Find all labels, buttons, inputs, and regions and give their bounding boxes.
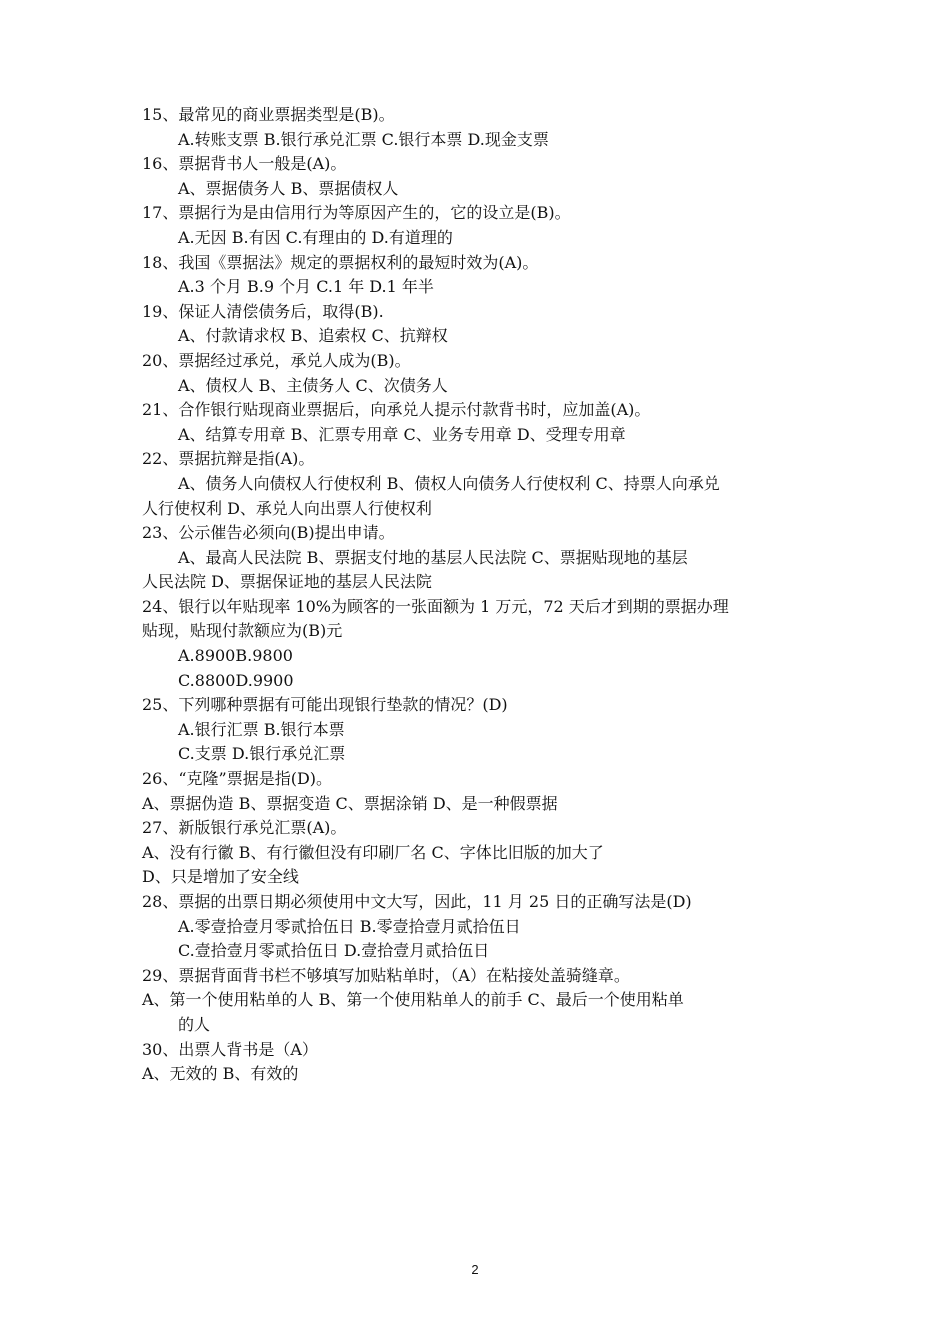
option-line: A、票据伪造 B、票据变造 C、票据涂销 D、是一种假票据 xyxy=(142,793,558,813)
option-line: A、债权人 B、主债务人 C、次债务人 xyxy=(178,375,448,395)
question-line: 23、公示催告必须向(B)提出申请。 xyxy=(142,523,395,543)
option-line: A.银行汇票 B.银行本票 xyxy=(178,719,345,739)
option-line: A.转账支票 B.银行承兑汇票 C.银行本票 D.现金支票 xyxy=(178,129,549,149)
option-line: A、债务人向债权人行使权利 B、债权人向债务人行使权利 C、持票人向承兑 xyxy=(178,473,720,493)
option-continuation-line: 人行使权利 D、承兑人向出票人行使权利 xyxy=(142,498,432,518)
option-continuation-line: 的人 xyxy=(178,1014,211,1034)
question-line: 18、我国《票据法》规定的票据权利的最短时效为(A)。 xyxy=(142,252,539,272)
question-line: 24、银行以年贴现率 10%为顾客的一张面额为 1 万元，72 天后才到期的票据办理 xyxy=(142,596,729,616)
question-line: 28、票据的出票日期必须使用中文大写，因此，11 月 25 日的正确写法是(D) xyxy=(142,892,692,911)
option-line: A、第一个使用粘单的人 B、第一个使用粘单人的前手 C、最后一个使用粘单 xyxy=(142,990,684,1010)
option-line: C.支票 D.银行承兑汇票 xyxy=(178,744,346,764)
question-line: 19、保证人清偿债务后，取得(B). xyxy=(142,301,384,321)
question-line: 16、票据背书人一般是(A)。 xyxy=(142,154,347,174)
option-line: A.3 个月 B.9 个月 C.1 年 D.1 年半 xyxy=(178,277,434,297)
question-continuation-line: 贴现，贴现付款额应为(B)元 xyxy=(142,621,343,641)
question-line: 22、票据抗辩是指(A)。 xyxy=(142,449,315,469)
question-line: 20、票据经过承兑，承兑人成为(B)。 xyxy=(142,350,411,370)
option-line: C.壹拾壹月零贰拾伍日 D.壹拾壹月贰拾伍日 xyxy=(178,941,490,961)
question-line: 17、票据行为是由信用行为等原因产生的，它的设立是(B)。 xyxy=(142,203,571,223)
option-line: A.无因 B.有因 C.有理由的 D.有道理的 xyxy=(178,227,453,247)
option-line: A.零壹拾壹月零贰拾伍日 B.零壹拾壹月贰拾伍日 xyxy=(178,916,521,936)
document-body xyxy=(142,103,842,1087)
option-line: D、只是增加了安全线 xyxy=(142,867,299,887)
question-line: 15、最常见的商业票据类型是(B)。 xyxy=(142,105,395,124)
option-line: A、最高人民法院 B、票据支付地的基层人民法院 C、票据贴现地的基层 xyxy=(178,547,688,567)
question-line: 30、出票人背书是（A） xyxy=(142,1039,318,1059)
question-line: 21、合作银行贴现商业票据后，向承兑人提示付款背书时，应加盖(A)。 xyxy=(142,400,651,420)
option-line: A.8900B.9800 xyxy=(178,646,293,666)
option-continuation-line: 人民法院 D、票据保证地的基层人民法院 xyxy=(142,572,432,592)
question-line: 26、“克隆”票据是指(D)。 xyxy=(142,769,333,789)
option-line: C.8800D.9900 xyxy=(178,670,294,690)
option-line: A、无效的 B、有效的 xyxy=(142,1064,299,1084)
option-line: A、没有行徽 B、有行徽但没有印刷厂名 C、字体比旧版的加大了 xyxy=(142,842,604,862)
question-line: 27、新版银行承兑汇票(A)。 xyxy=(142,818,347,838)
option-line: A、结算专用章 B、汇票专用章 C、业务专用章 D、受理专用章 xyxy=(178,424,626,444)
question-line: 25、下列哪种票据有可能出现银行垫款的情况？(D) xyxy=(142,695,508,715)
question-line: 29、票据背面背书栏不够填写加贴粘单时，（A）在粘接处盖骑缝章。 xyxy=(142,965,630,985)
option-line: A、付款请求权 B、追索权 C、抗辩权 xyxy=(178,326,448,346)
page-number: 2 xyxy=(471,1262,479,1277)
option-line: A、票据债务人 B、票据债权人 xyxy=(178,178,399,198)
